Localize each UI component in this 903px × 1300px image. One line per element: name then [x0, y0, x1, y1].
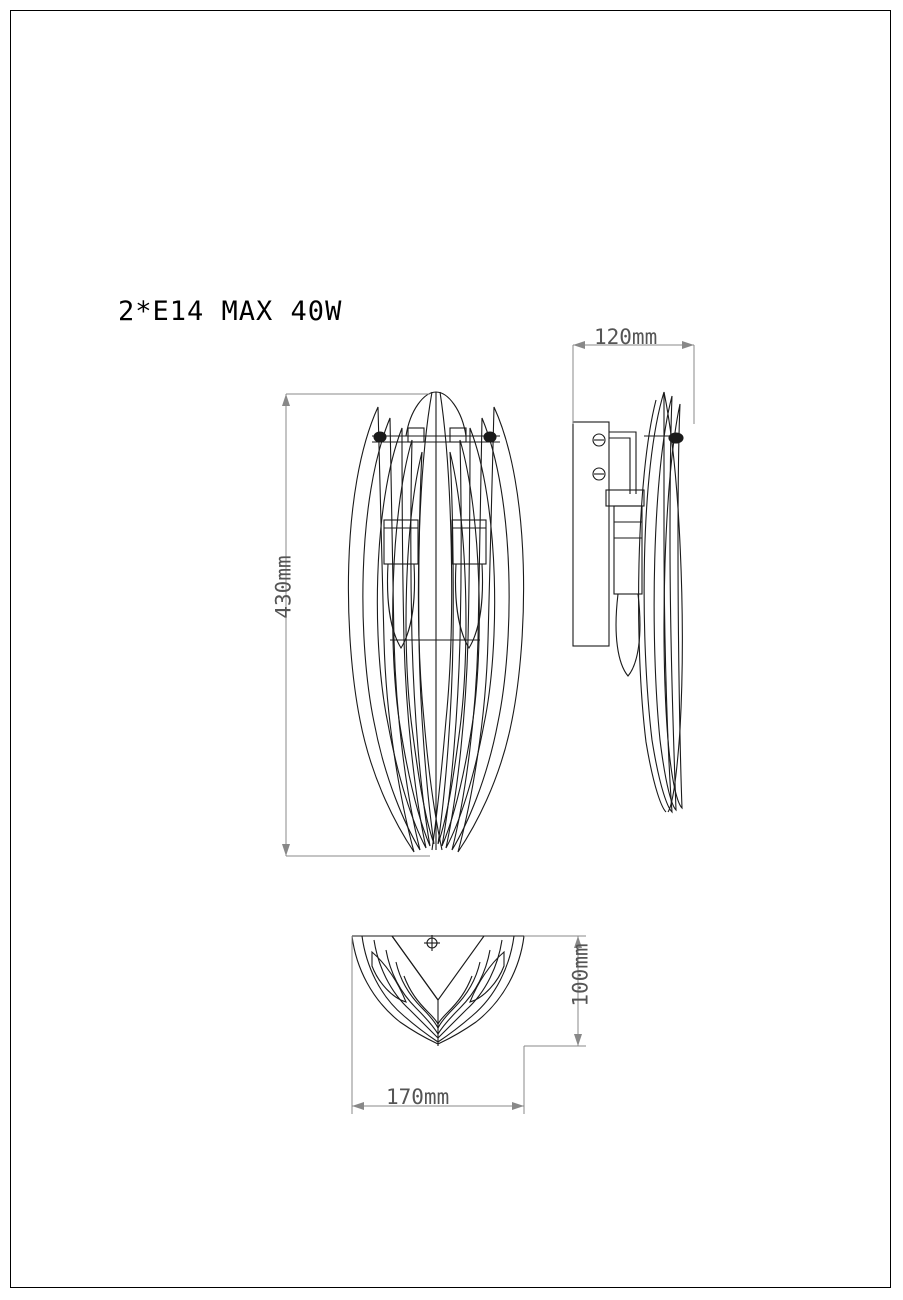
front-elevation-view [348, 392, 523, 852]
dimension-label-plan-depth: 100mm [568, 943, 593, 1007]
dimension-depth-120 [573, 341, 694, 424]
lamp-spec-label: 2*E14 MAX 40W [118, 296, 343, 327]
top-plan-view [352, 935, 524, 1046]
dimension-label-depth: 120mm [594, 325, 658, 349]
side-elevation-view [573, 392, 683, 812]
dimension-label-width: 170mm [386, 1085, 450, 1109]
dimension-label-height: 430mm [271, 555, 296, 619]
